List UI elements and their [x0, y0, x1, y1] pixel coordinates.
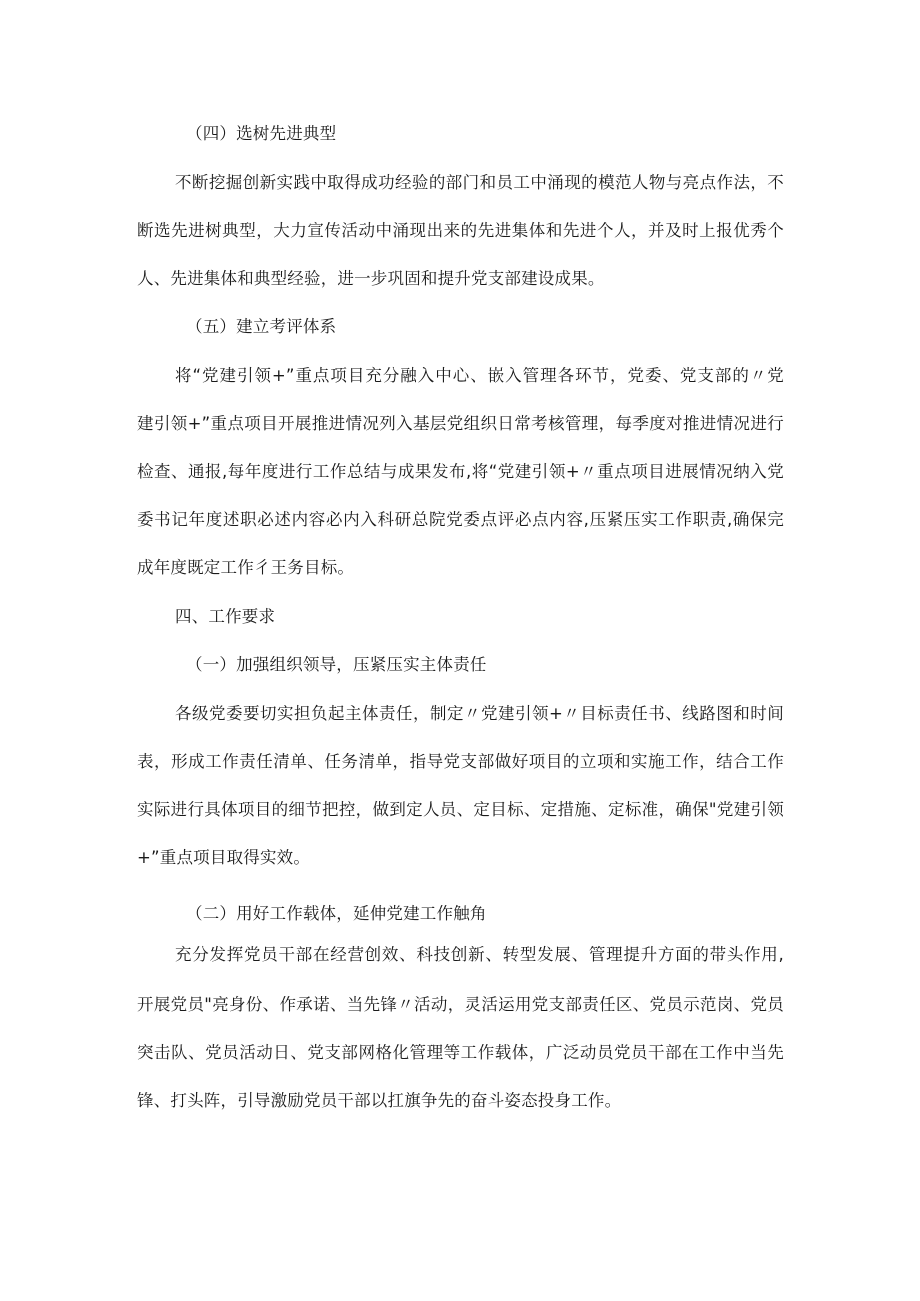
paragraph-line: 突击队、党员活动日、党支部网格化管理等工作载体，广泛动员党员干部在工作中当先 [137, 1043, 784, 1062]
paragraph-line: 断选先进树典型，大力宣传活动中涌现出来的先进集体和先进个人，并及时上报优秀个 [137, 221, 784, 240]
paragraph-line: 锋、打头阵，引导激励党员干部以扛旗争先的奋斗姿态投身工作。 [137, 1091, 622, 1110]
section-heading-4: （四）选树先进典型 [186, 124, 337, 143]
paragraph-line: 充分发挥党员干部在经营创效、科技创新、转型发展、管理提升方面的带头作用, [175, 945, 784, 964]
paragraph-line: 各级党委要切实担负起主体责任，制定〃党建引领+〃目标责任书、线路图和时间 [175, 704, 784, 723]
requirement-heading-1: （一）加强组织领导，压紧压实主体责任 [186, 655, 487, 674]
paragraph-line: 将“党建引领+”重点项目充分融入中心、嵌入管理各环节，党委、党支部的〃党 [175, 366, 784, 385]
paragraph-line: 检查、通报,每年度进行工作总结与成果发布,将“党建引领+〃重点项目进展情况纳入党 [137, 462, 784, 481]
paragraph-line: 委书记年度述职必述内容必内入科研总院党委点评必点内容,压紧压实工作职责,确保完 [137, 510, 784, 529]
paragraph-line: +”重点项目取得实效。 [137, 848, 311, 867]
section-heading-5: （五）建立考评体系 [186, 317, 337, 336]
paragraph-line: 表，形成工作责任清单、任务清单，指导党支部做好项目的立项和实施工作，结合工作 [137, 752, 784, 771]
paragraph-line: 不断挖掘创新实践中取得成功经验的部门和员工中涌现的模范人物与亮点作法，不 [175, 173, 784, 192]
paragraph-line: 开展党员"亮身份、作承诺、当先锋〃活动，灵活运用党支部责任区、党员示范岗、党员 [137, 995, 784, 1014]
paragraph-line: 成年度既定工作彳王务目标。 [137, 558, 355, 577]
part-heading-4: 四、工作要求 [175, 607, 276, 626]
paragraph-line: 实际进行具体项目的细节把控，做到定人员、定目标、定措施、定标准，确保"党建引领 [137, 800, 784, 819]
paragraph-line: 建引领+”重点项目开展推进情况列入基层党组织日常考核管理，每季度对推进情况进行 [137, 414, 784, 433]
paragraph-line: 人、先进集体和典型经验，进一步巩固和提升党支部建设成果。 [137, 269, 605, 288]
requirement-heading-2: （二）用好工作载体，延伸党建工作触角 [186, 904, 487, 923]
